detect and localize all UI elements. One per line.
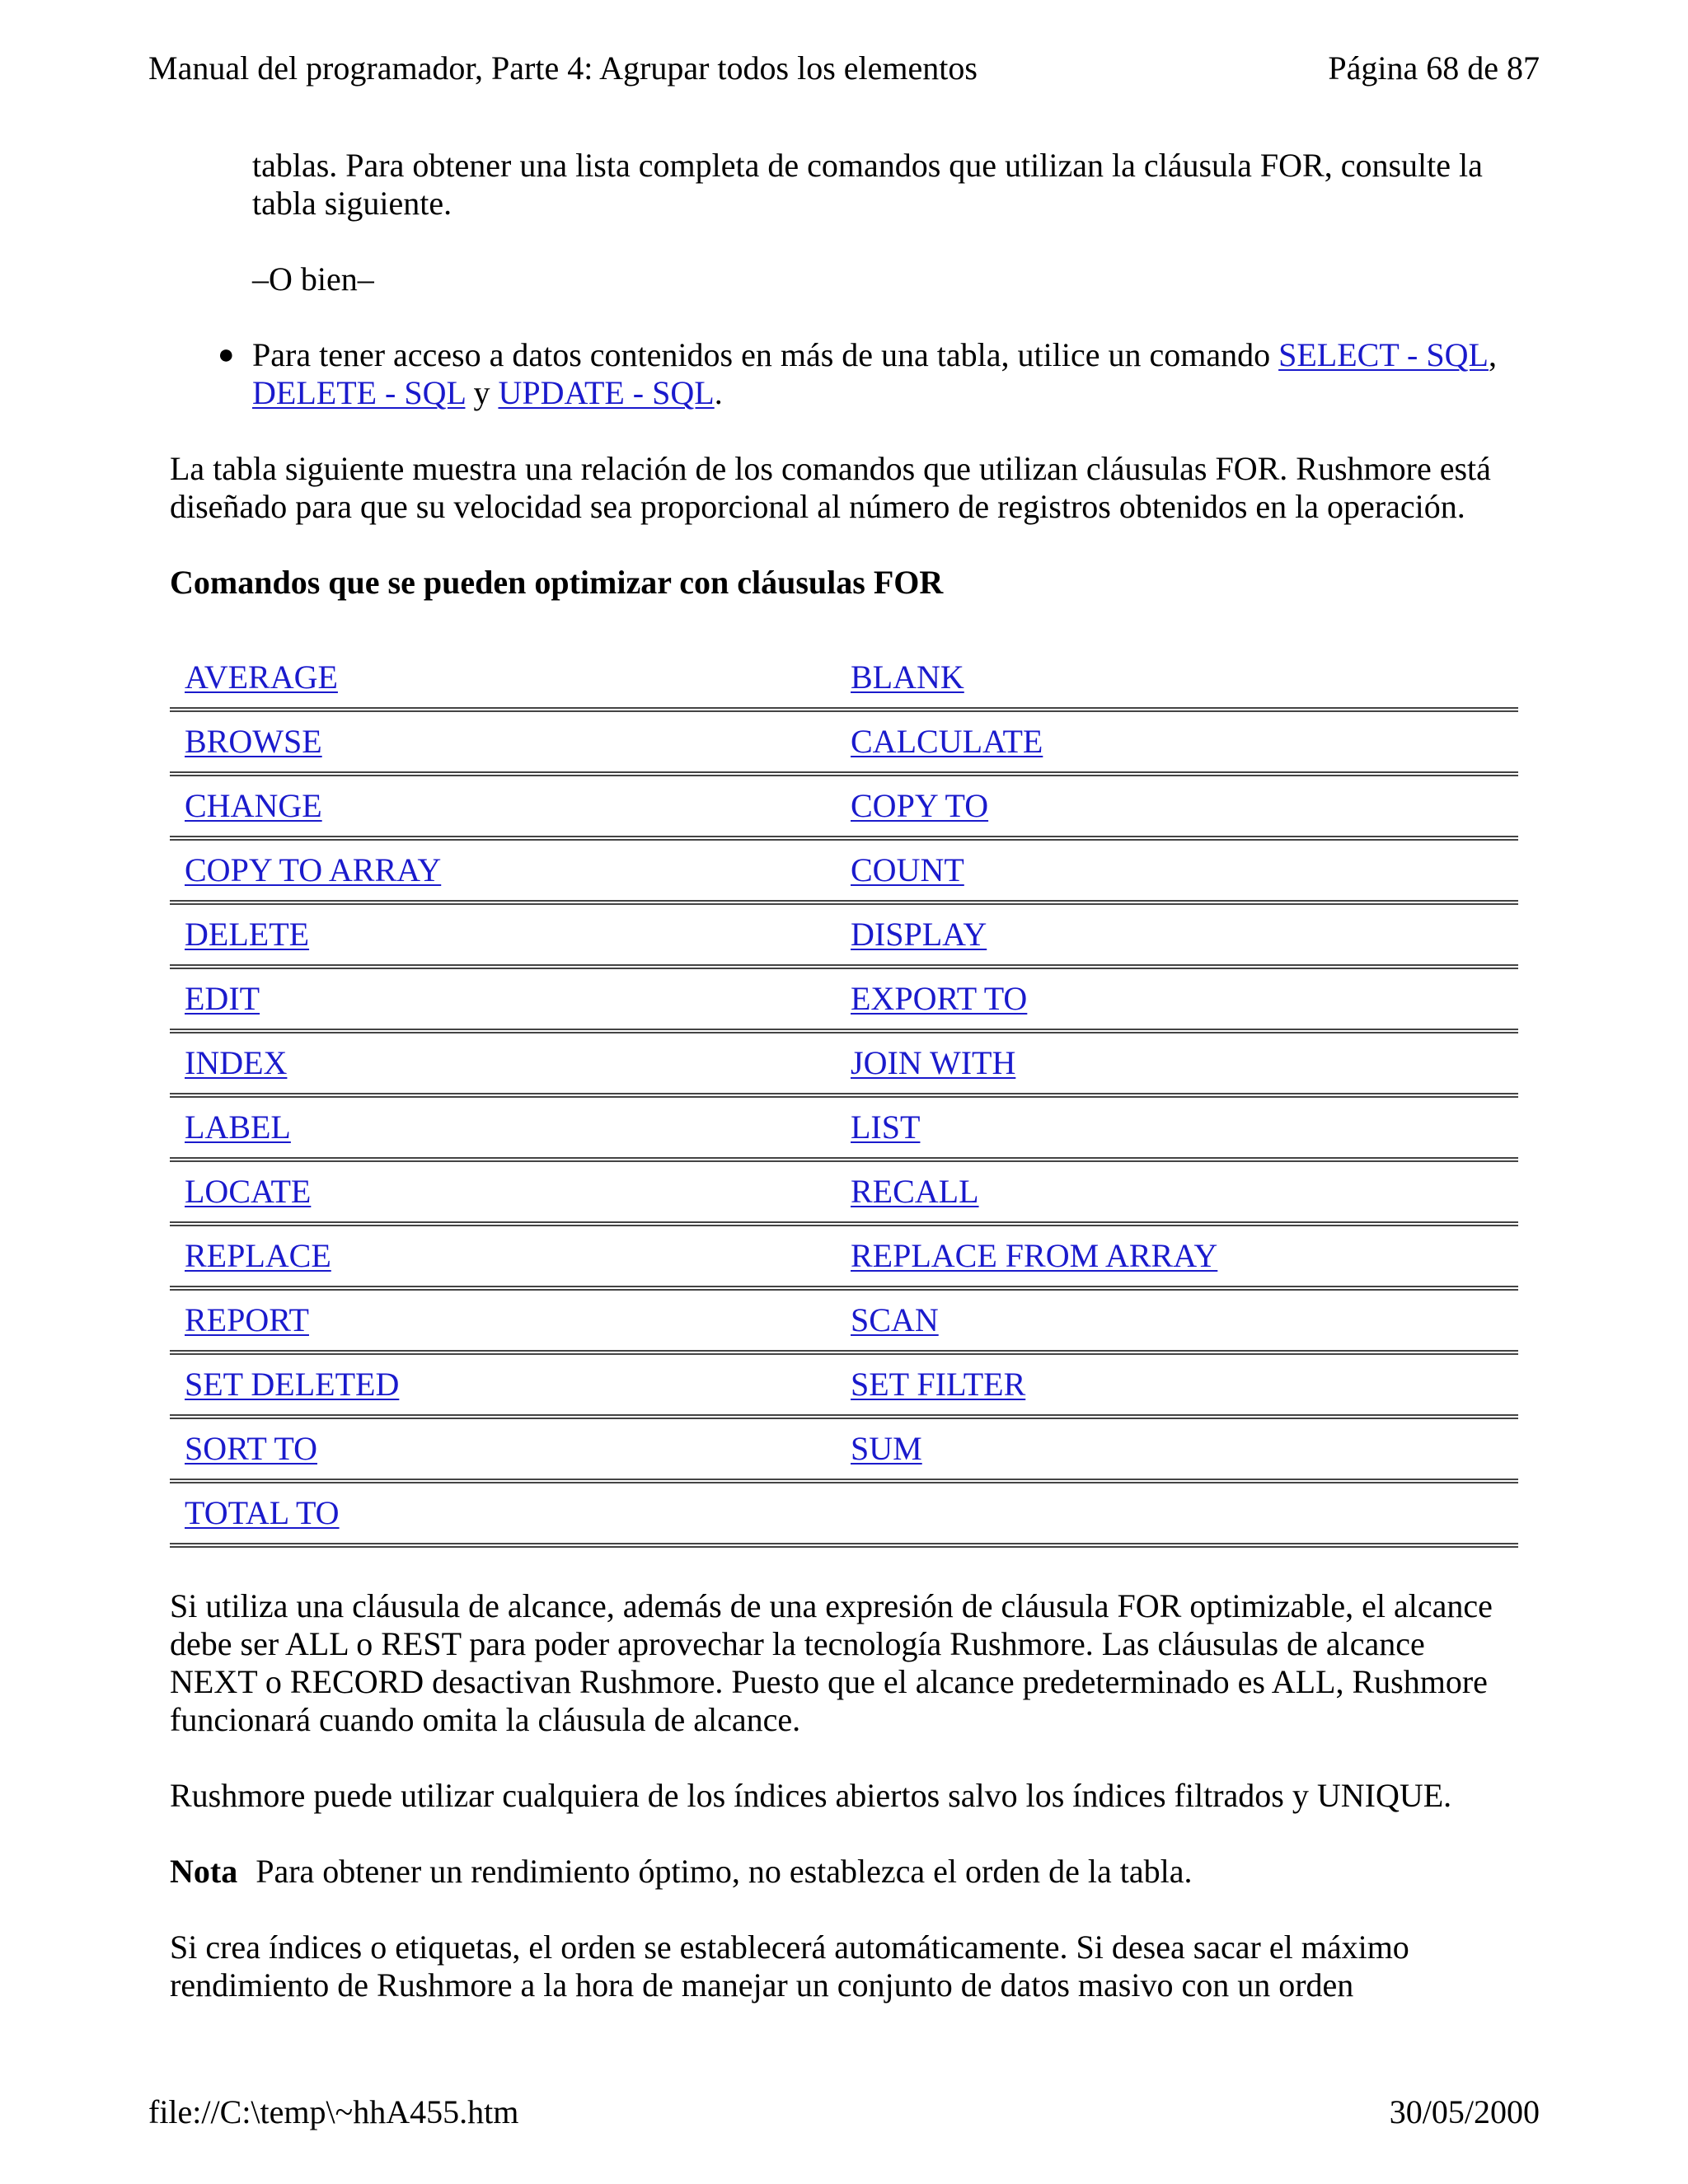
note-label: Nota — [170, 1853, 238, 1890]
page-number: Página 68 de 87 — [1328, 49, 1540, 87]
table-row — [170, 1419, 1518, 1483]
comma-text: , — [1488, 336, 1497, 373]
table-cell — [844, 1033, 1518, 1098]
note-text: Para obtener un rendimiento óptimo, no establezca el orden de la tabla. — [256, 1853, 1193, 1890]
or-separator: –O bien– — [252, 260, 374, 298]
command-link[interactable]: DELETE — [185, 916, 310, 953]
table-cell — [844, 1098, 1518, 1162]
link-update-sql[interactable]: UPDATE - SQL — [498, 374, 715, 411]
table-row — [170, 1483, 1518, 1548]
bullet-text: Para tener acceso a datos contenidos en más de una tabla, utilice un comando — [252, 336, 1271, 373]
table-cell — [844, 1291, 1518, 1355]
commands-table — [170, 648, 1518, 1548]
table-cell — [844, 969, 1518, 1033]
table-row — [170, 1098, 1518, 1162]
command-link[interactable]: REPLACE FROM ARRAY — [851, 1237, 1218, 1274]
document-body — [170, 147, 1518, 2004]
command-link[interactable]: REPORT — [185, 1301, 309, 1338]
table-cell — [170, 969, 844, 1033]
table-cell — [844, 1226, 1518, 1291]
link-select-sql[interactable]: SELECT - SQL — [1278, 336, 1489, 373]
last-paragraph: Si crea índices o etiquetas, el orden se establecerá automáticamente. Si desea sacar el máximo rendimiento de Rushmore a la hora de manejar un conjunto de datos masivo con un orden — [170, 1929, 1409, 2004]
table-cell — [170, 905, 844, 969]
table-cell — [844, 1483, 1518, 1548]
command-link[interactable]: COUNT — [851, 851, 964, 888]
page-header — [148, 46, 1540, 96]
table-cell — [844, 712, 1518, 776]
table-cell — [170, 1483, 844, 1548]
table-row — [170, 1033, 1518, 1098]
list-item — [170, 336, 1518, 412]
table-row — [170, 905, 1518, 969]
command-link[interactable]: BLANK — [851, 658, 964, 696]
command-link[interactable]: BROWSE — [185, 723, 322, 760]
command-link[interactable]: LIST — [851, 1108, 921, 1146]
command-link[interactable]: CHANGE — [185, 787, 322, 824]
table-cell — [844, 776, 1518, 841]
table-row — [170, 1291, 1518, 1355]
table-cell — [844, 1419, 1518, 1483]
table-cell — [170, 776, 844, 841]
scope-paragraph: Si utiliza una cláusula de alcance, además de una expresión de cláusula FOR optimizable, el alcance debe ser ALL o REST para poder aprovechar la tecnología Rushmore. Las cláusulas de alcance NEXT o RECORD desactivan Rushmore. Puesto que el alcance predeterminado es ALL, Rushmore funcionará cuando omita la cláusula de alcance. — [170, 1587, 1493, 1738]
command-link[interactable]: LOCATE — [185, 1173, 312, 1210]
table-cell — [844, 1355, 1518, 1419]
command-link[interactable]: CALCULATE — [851, 723, 1043, 760]
print-date: 30/05/2000 — [1389, 2093, 1540, 2130]
command-link[interactable]: EDIT — [185, 980, 260, 1017]
period-text: . — [714, 374, 723, 411]
bullet-icon: ● — [218, 340, 235, 370]
table-row — [170, 841, 1518, 905]
table-cell — [170, 1291, 844, 1355]
table-row — [170, 1226, 1518, 1291]
command-link[interactable]: TOTAL TO — [185, 1494, 340, 1531]
command-link[interactable]: LABEL — [185, 1108, 291, 1146]
page-footer — [148, 2090, 1540, 2139]
command-link[interactable]: AVERAGE — [185, 658, 338, 696]
table-cell — [170, 1226, 844, 1291]
command-link[interactable]: SUM — [851, 1430, 922, 1467]
conjunction-text: y — [473, 374, 490, 411]
command-link[interactable]: SET DELETED — [185, 1366, 400, 1403]
indexes-paragraph: Rushmore puede utilizar cualquiera de los índices abiertos salvo los índices filtrados y UNIQUE. — [170, 1777, 1452, 1814]
document-title: Manual del programador, Parte 4: Agrupar todos los elementos — [148, 49, 978, 87]
command-link[interactable]: RECALL — [851, 1173, 979, 1210]
table-cell — [170, 1355, 844, 1419]
table-cell — [170, 1419, 844, 1483]
table-cell — [170, 841, 844, 905]
file-path: file://C:\temp\~hhA455.htm — [148, 2093, 519, 2130]
command-link[interactable]: COPY TO ARRAY — [185, 851, 442, 888]
table-row — [170, 712, 1518, 776]
table-cell — [170, 648, 844, 712]
table-row — [170, 648, 1518, 712]
command-link[interactable]: JOIN WITH — [851, 1044, 1016, 1081]
command-link[interactable]: REPLACE — [185, 1237, 331, 1274]
command-link[interactable]: SET FILTER — [851, 1366, 1026, 1403]
table-cell — [844, 905, 1518, 969]
table-cell — [844, 1162, 1518, 1226]
command-link[interactable]: DISPLAY — [851, 916, 987, 953]
table-row — [170, 969, 1518, 1033]
command-link[interactable]: SCAN — [851, 1301, 939, 1338]
table-intro-paragraph: La tabla siguiente muestra una relación de los comandos que utilizan cláusulas FOR. Rushmore está diseñado para que su velocidad sea proporcional al número de registros obtenidos en la operación. — [170, 450, 1491, 525]
command-link[interactable]: EXPORT TO — [851, 980, 1028, 1017]
table-cell — [170, 712, 844, 776]
table-cell — [170, 1098, 844, 1162]
intro-paragraph: tablas. Para obtener una lista completa de comandos que utilizan la cláusula FOR, consulte la tabla siguiente. — [252, 147, 1483, 222]
command-link[interactable]: SORT TO — [185, 1430, 317, 1467]
table-row — [170, 1355, 1518, 1419]
table-cell — [844, 648, 1518, 712]
table-cell — [844, 841, 1518, 905]
table-heading: Comandos que se pueden optimizar con cláusulas FOR — [170, 564, 944, 601]
table-row — [170, 1162, 1518, 1226]
table-cell — [170, 1033, 844, 1098]
command-link[interactable]: COPY TO — [851, 787, 989, 824]
command-link[interactable]: INDEX — [185, 1044, 288, 1081]
table-cell — [170, 1162, 844, 1226]
note-paragraph — [170, 1853, 1518, 1891]
link-delete-sql[interactable]: DELETE - SQL — [252, 374, 466, 411]
table-row — [170, 776, 1518, 841]
